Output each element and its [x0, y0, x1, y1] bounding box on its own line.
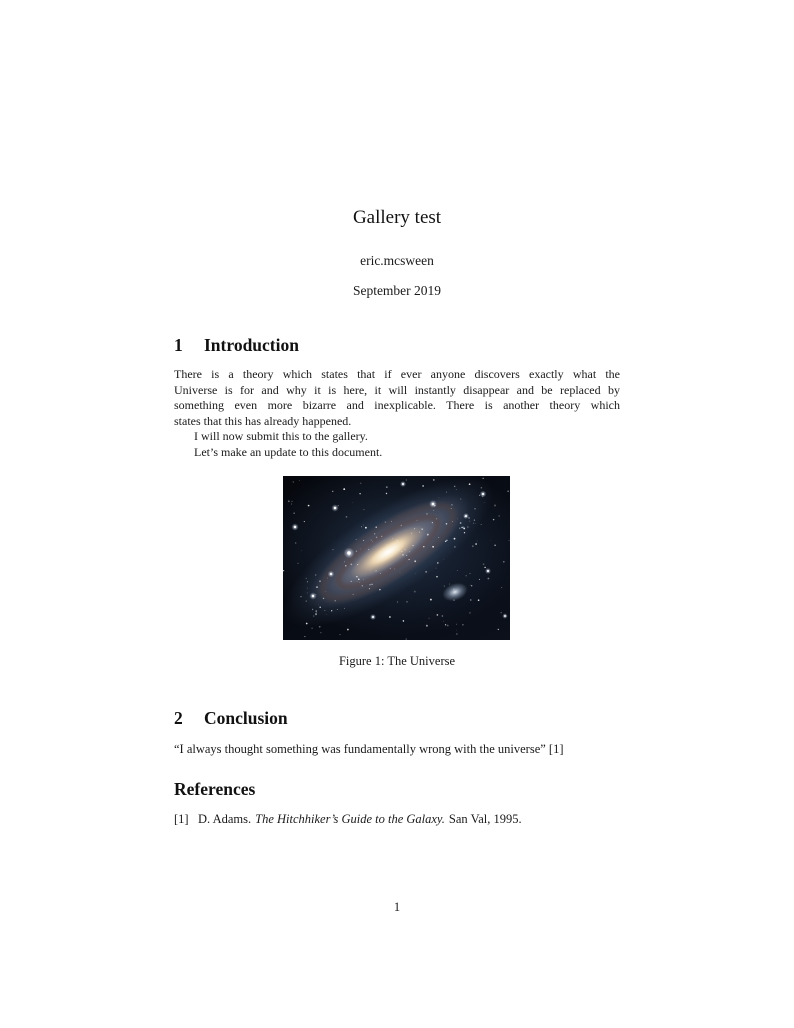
paragraph-line: states that this has already happened.: [174, 413, 352, 428]
reference-label: [1]: [174, 812, 189, 826]
page-number: 1: [393, 900, 401, 914]
section-number: 1: [174, 335, 183, 355]
galaxy-illustration: [283, 476, 510, 640]
paragraph-line: something even more bizarre and inexplicable. There is another theory which: [174, 398, 620, 412]
reference-entry: [174, 812, 620, 828]
reference-authors: D. Adams.: [198, 812, 252, 826]
paragraph-line: Let’s make an update to this document.: [194, 444, 383, 459]
paragraph-line: There is a theory which states that if ever anyone discovers exactly what the: [174, 367, 620, 381]
document-title: Gallery test: [352, 207, 442, 228]
introduction-paragraph: [174, 367, 620, 460]
conclusion-quote: “I always thought something was fundamentally wrong with the universe” [1]: [174, 742, 564, 756]
section-heading-introduction: [174, 335, 620, 356]
section-heading-conclusion: [174, 708, 620, 729]
paragraph-line: Universe is for and why it is here, it will instantly disappear and be replaced by: [174, 382, 620, 397]
figure-caption: Figure 1: The Universe: [338, 654, 456, 668]
paragraph-line: I will now submit this to the gallery.: [194, 429, 368, 443]
reference-publisher: San Val, 1995.: [448, 812, 522, 826]
section-title: Introduction: [204, 335, 299, 355]
section-number: 2: [174, 708, 183, 728]
document-author: eric.mcsween: [360, 253, 434, 268]
references-heading: References: [174, 779, 256, 799]
galaxy-image: [283, 476, 510, 640]
section-title: Conclusion: [204, 708, 288, 728]
document-date: September 2019: [352, 283, 442, 298]
reference-title: The Hitchhiker’s Guide to the Galaxy.: [255, 812, 445, 826]
